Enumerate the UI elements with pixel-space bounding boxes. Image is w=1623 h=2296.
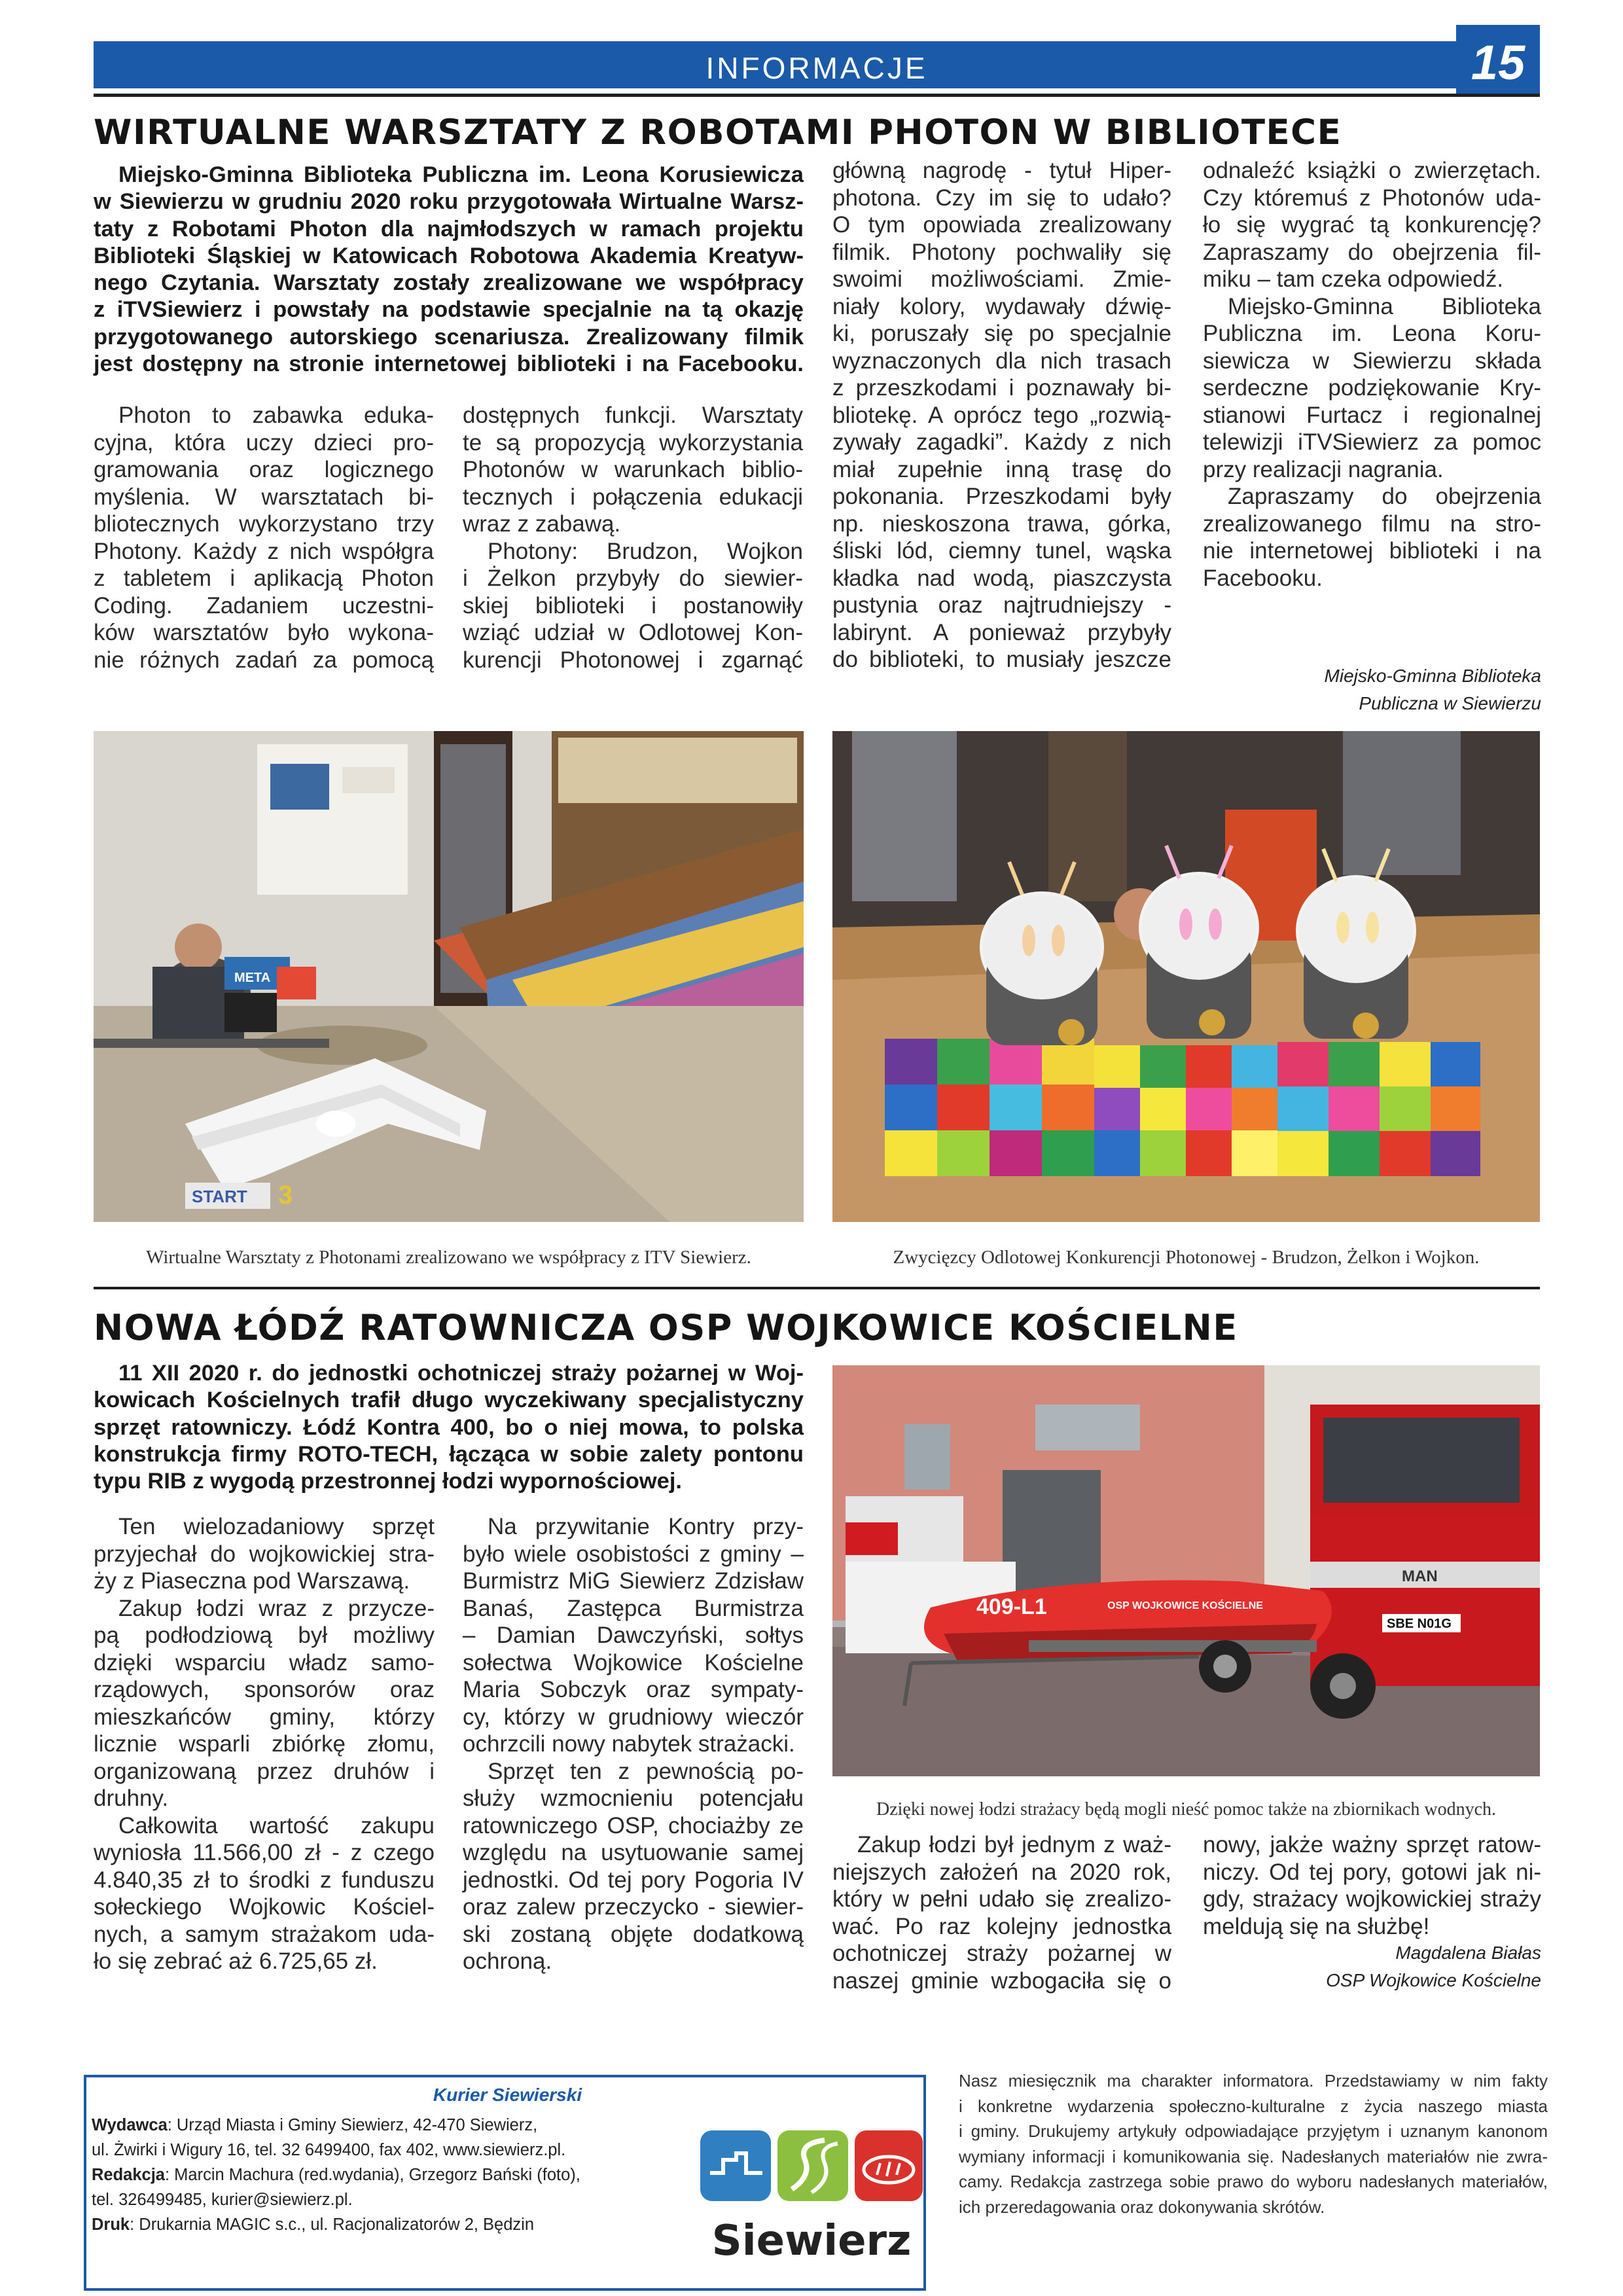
photo-photon-robots-caption: Zwycięzcy Odlotowej Konkurencji Photonowej - Brudzon, Żelkon i Wojkon. [893,1247,1480,1268]
article1-column-2: dostępnych funkcji. Warsztaty te są propozycją wykorzystania Photonów w warunkach biblio- tecznych i połączenia edukacji wraz z zabawą. Photony: Brudzon, Wojkon i Żelkon przybyły do siewier- skiej biblioteki i postanowiły wziąć udział w Odlotowej Kon- kurencji Photonowej i zgarnąć [463,403,803,673]
editorial-note: Nasz miesięcznik ma charakter informatora. Przedstawiamy w nim fakty i konkretne wydarzenia społeczno-kulturalne z życia naszego miasta i gminy. Drukujemy artykuły odpowiadające przyjętym i uznanym kanonom wymiany informacji i komunikowania się. Nadesłanych materiałów nie zwra- camy. Redakcja zastrzega sobie prawo do wyboru nadesłanych materiałów, ich przeredagowania oraz dokonywania skrótów. [959,2071,1548,2217]
photo-workshop-caption: Wirtualne Warsztaty z Photonami zrealizowano we współpracy z ITV Siewierz. [146,1247,751,1268]
imprint-title: Kurier Siewierski [433,2085,582,2105]
article1-column-3: główną nagrodę - tytuł Hiper- photona. Czy im się to udało? O tym opowiada zrealizowany filmik. Photony pochwaliły się swoimi możliwościami. Zmie- niały kolory, wydawały dźwię- ki, poruszały się po specjalnie wyznaczonych dla nich trasach z przeszkodami i poznawały bi- bliotekę. A oprócz tego „rozwią- zywały zagadki”. Każdy z nich miał zupełnie inną trasę do pokonania. Przeszkodami były np. nieskoszona trawa, górka, śliski lód, ciemny tunel, wąska kładka nad wodą, piaszczysta pustynia oraz najtrudniejszy - labirynt. A ponieważ przybyły do biblioteki, to musiały jeszcze [832,158,1171,672]
photo1-meta-sign: META [234,971,271,985]
article2-column-2: Na przywitanie Kontry przy- było wiele osobistości z gminy – Burmistrz MiG Siewierz Zdzisław Banaś, Zastępca Burmistrza – Damian Dawczyński, sołtys sołectwa Wojkowice Kościelne Maria Sobczyk oraz sympaty- cy, którzy w grudniowy wieczór ochrzcili nowy nabytek strażacki. Sprzęt ten z pewnością po- służy wzmocnieniu potencjału ratowniczego OSP, chociażby ze względu na usytuowanie samej jednostki. Od tej pory Pogoria IV oraz zalew przeczycko - siewier- ski zostaną objęte dodatkową ochroną. [463,1514,804,1974]
article1-title: WIRTUALNE WARSZTATY Z ROBOTAMI PHOTON W BIBLIOTECE [94,113,1342,152]
section-title: INFORMACJE [705,51,928,85]
imprint-publisher: Wydawca: Urząd Miasta i Gminy Siewierz, 42-470 Siewierz, ul. Żwirki i Wigury 16, tel. 32 6499400, fax 402, www.siewierz.pl. Redakcja: Marcin Machura (red.wydania), Grzegorz Bański (foto), tel. 326499485, kurier@siewierz.pl. Druk: Drukarnia MAGIC s.c., ul. Racjonalizatorów 2, Będzin [92,2116,580,2234]
article2-column-1: Ten wielozadaniowy sprzęt przyjechał do wojkowickiej stra- ży z Piaseczna pod Warszawą. Zakup łodzi wraz z przycze- pą podłodziową był możliwy dzięki wsparciu władz samo- rządowych, sponsorów oraz mieszkańców gminy, którzy licznie wsparli zbiórkę złomu, organizowaną przez druhów i druhny. Całkowita wartość zakupu wyniosła 11.566,00 zł - z czego 4.840,35 zł to środki z funduszu sołeckiego Wojkowic Kościel- nych, a samym strażakom uda- ło się zebrać aż 6.725,65 zł. [94,1514,435,1974]
page-number: 15 [1456,25,1540,97]
siewierz-logo [700,2124,923,2274]
article2-title: NOWA ŁÓDŹ RATOWNICZA OSP WOJKOWICE KOŚCIELNE [94,1307,1238,1348]
article1-lede: Miejsko-Gminna Biblioteka Publiczna im. Leona Korusiewicza w Siewierzu w grudniu 2020 roku przygotowała Wirtualne Warsz- taty z Robotami Photon dla najmłodszych w ramach projektu Biblioteki Śląskiej w Katowicach Robotowa Akademia Kreatyw- nego Czytania. Warsztaty zostały zrealizowane we współpracy z iTVSiewierz i powstały na podstawie specjalnie na tą okazję przygotowanego autorskiego scenariusza. Zrealizowany filmik jest dostępny na stronie internetowej biblioteki i na Facebooku. [94,162,804,377]
article2-lede: 11 XII 2020 r. do jednostki ochotniczej straży pożarnej w Woj- kowicach Kościelnych trafił długo wyczekiwany specjalistyczny sprzęt ratowniczy. Łódź Kontra 400, bo o niej mowa, to polska konstrukcja firmy ROTO-TECH, łącząca w sobie zalety pontonu typu RIB z wygodą przestronnej łodzi wypornościowej. [94,1361,804,1494]
article1-column-1: Photon to zabawka eduka- cyjna, która uczy dzieci pro- gramowania oraz logicznego myślenia. W warsztatach bi- bliotecznych wykorzystano trzy Photony. Każdy z nich współgra z tabletem i aplikacją Photon Coding. Zadaniem uczestni- ków warsztatów było wykona- nie różnych zadań za pomocą [94,403,434,673]
photo-rescue-boat [832,1365,1540,1776]
logo-text: Siewierz [711,2217,912,2265]
photo1-start-sign: START [192,1187,247,1206]
article1-column-4: odnaleźć książki o zwierzętach. Czy któremuś z Photonów uda- ło się wygrać tą konkurencję? Zapraszamy do obejrzenia fil- miku – tam czeka odpowiedź. Miejsko-Gminna Biblioteka Publiczna im. Leona Koru- siewicza w Siewierzu składa serdeczne podziękowanie Kry- stianowi Furtacz i regionalnej telewizji iTVSiewierz za pomoc przy realizacji nagrania. Zapraszamy do obejrzenia zrealizowanego filmu na stro- nie internetowej biblioteki i na Facebooku. [1203,158,1541,591]
photo3-boat-text: OSP WOJKOWICE KOŚCIELNE [1107,1600,1263,1611]
photo3-truck-brand: MAN [1402,1568,1438,1585]
article2-column-3: Zakup łodzi był jednym z waż- niejszych założeń na 2020 rok, który w pełni udało się zrealizo- wać. Po raz kolejny jednostka ochotniczej straży pożarnej w naszej gminie wzbogaciła się o [832,1832,1171,1994]
photo-rescue-boat-caption: Dzięki nowej łodzi strażacy będą mogli nieść pomoc także na zbiornikach wodnych. [876,1799,1496,1820]
divider [94,94,1540,97]
article2-column-4: nowy, jakże ważny sprzęt ratow- niczy. Od tej pory, gotowi jak ni- gdy, strażacy wojkowickiej straży meldują się na służbę! [1203,1832,1541,1939]
photo1-number: 3 [278,1181,293,1210]
article1-signature: Miejsko-Gminna Biblioteka Publiczna w Siewierzu [1324,666,1541,713]
photo-workshop [94,731,804,1222]
divider [94,1287,1540,1289]
photo3-plate: SBE N01G [1387,1617,1452,1631]
article2-signature: Magdalena Białas OSP Wojkowice Kościelne [1326,1943,1541,1990]
photo-photon-robots [832,731,1540,1222]
photo3-boat-number: 409-L1 [976,1594,1047,1619]
